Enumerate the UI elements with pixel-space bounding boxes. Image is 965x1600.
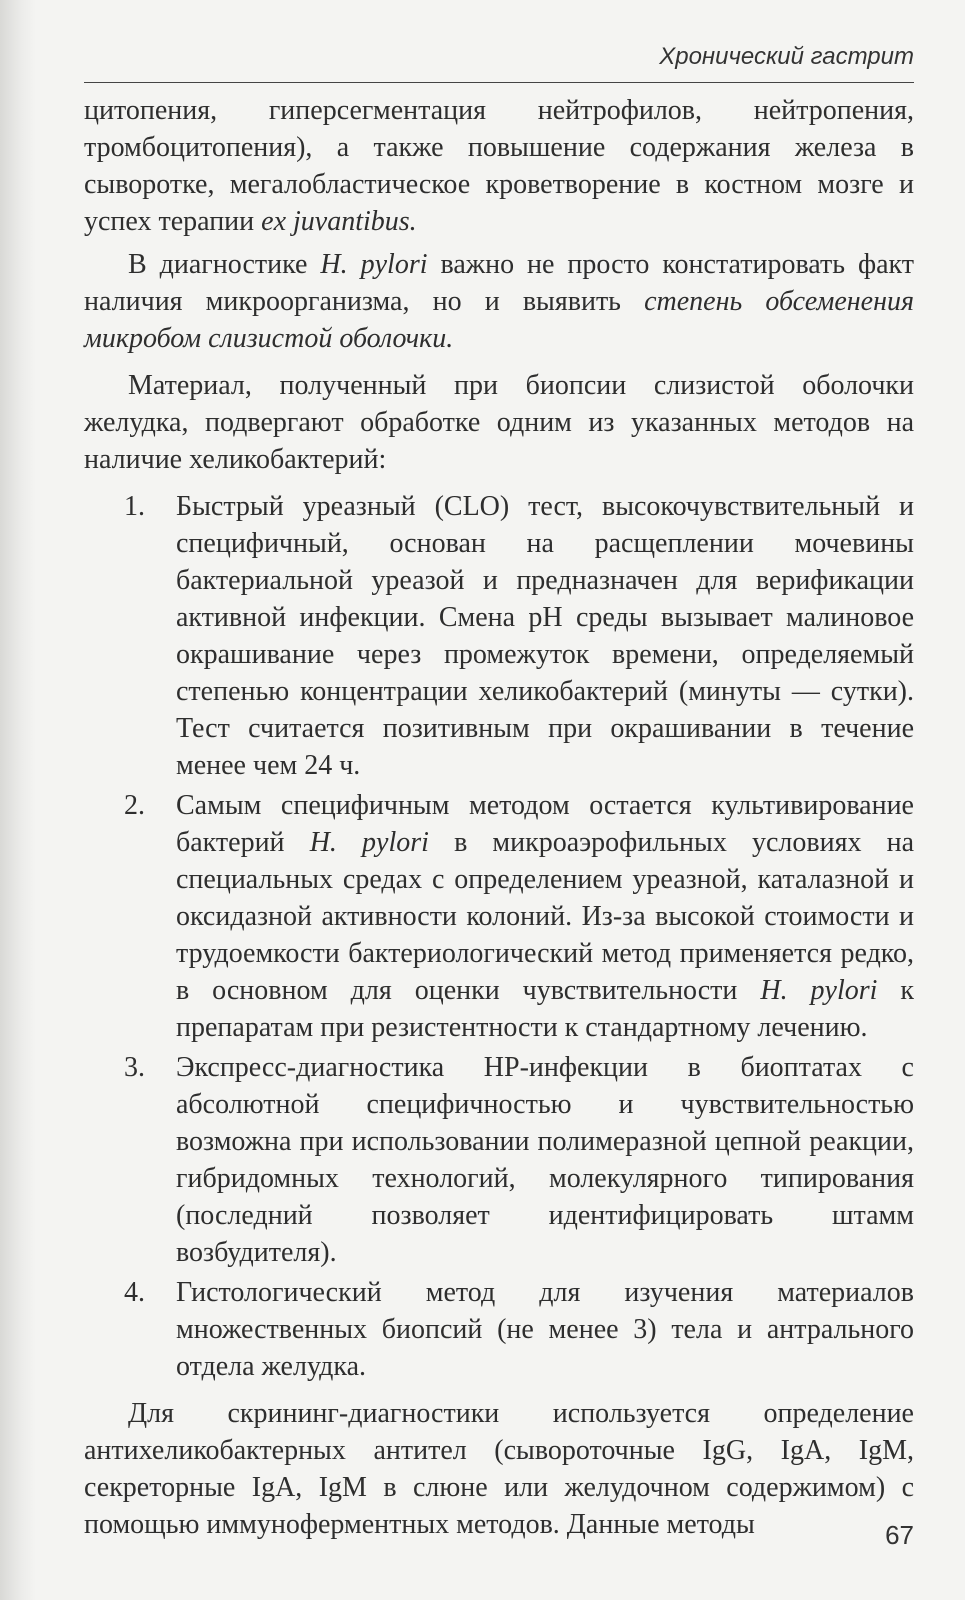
list-item-text: Экспресс-диагностика HP-инфекции в биоптатах с абсолютной специфичностью и чувствительностью возможна при использовании полимеразной цепной реакции, гибридомных технологий, молекулярного типирования (последний позволяет идентифицировать штамм возбудителя). [176, 1052, 914, 1268]
list-item-number: 3. [124, 1052, 145, 1083]
list-item-italic: H. pylori [760, 975, 878, 1006]
paragraph-1-italic: ex juvantibus. [261, 206, 417, 237]
list-item-italic: H. pylori [309, 827, 429, 858]
paragraph-4: Для скрининг-диагностики используется определение антихеликобактерных антител (сывороточные IgG, IgA, IgM, секреторные IgA, IgM в слюне или желудочном содержимом) с помощью иммуноферментных методов. Данные методы [84, 1398, 914, 1540]
page-number: 67 [885, 1520, 914, 1550]
page-body [84, 92, 914, 1553]
list-item-number: 4. [124, 1277, 145, 1308]
page-binding-shadow [0, 0, 36, 1600]
list-item-number: 2. [124, 790, 145, 821]
paragraph-1-text: цитопения, гиперсегментация нейтрофилов, нейтропения, тромбоцитопения), а также повышение содержания железа в сыворотке, мегалобластическое кроветворение в костном мозге и успех терапии [84, 95, 914, 237]
paragraph-2 [84, 246, 914, 357]
list-item-text: Гистологический метод для изучения материалов множественных биопсий (не менее 3) тела и антрального отдела желудка. [176, 1277, 914, 1382]
methods-list [84, 488, 914, 1385]
header-rule [84, 82, 914, 83]
list-item-text-b: в микроаэрофильных условиях на специальных средах с определением уреазной, каталазной и оксидазной активности колоний. Из-за высокой стоимости и трудоемкости бактериологический метод применяется редко, в основном для оценки чувствительности [176, 827, 915, 1006]
running-head: Хронический гастрит [659, 43, 914, 70]
list-item [124, 787, 915, 1046]
paragraph-3: Материал, полученный при биопсии слизистой оболочки желудка, подвергают обработке одним из указанных методов на наличие хеликобактерий: [84, 370, 914, 475]
paragraph-2-italic-emphasis: степень обсеменения микробом слизистой оболочки. [84, 286, 914, 354]
paragraph-2-italic-species: H. pylori [320, 249, 428, 280]
list-item-text-a: Самым специфичным методом остается культивирование бактерий [176, 790, 914, 858]
list-item-text: Быстрый уреазный (CLO) тест, высокочувствительный и специфичный, основан на расщеплении мочевины бактериальной уреазой и предназначен для верификации активной инфекции. Смена pH среды вызывает малиновое окрашивание через промежуток времени, определяемый степенью концентрации хеликобактерий (минуты — сутки). Тест считается позитивным при окрашивании в течение менее чем 24 ч. [176, 491, 914, 781]
list-item-text-c: к препаратам при резистентности к стандартному лечению. [176, 975, 915, 1043]
paragraph-1 [84, 92, 914, 240]
list-item [124, 488, 914, 784]
paragraph-2-text-a: В диагностике [128, 249, 321, 280]
paragraph-2-text-b: важно не просто констатировать факт наличия микроорганизма, но и выявить [84, 249, 915, 317]
list-item [124, 1049, 914, 1271]
list-item [124, 1274, 914, 1385]
list-item-number: 1. [124, 491, 145, 522]
